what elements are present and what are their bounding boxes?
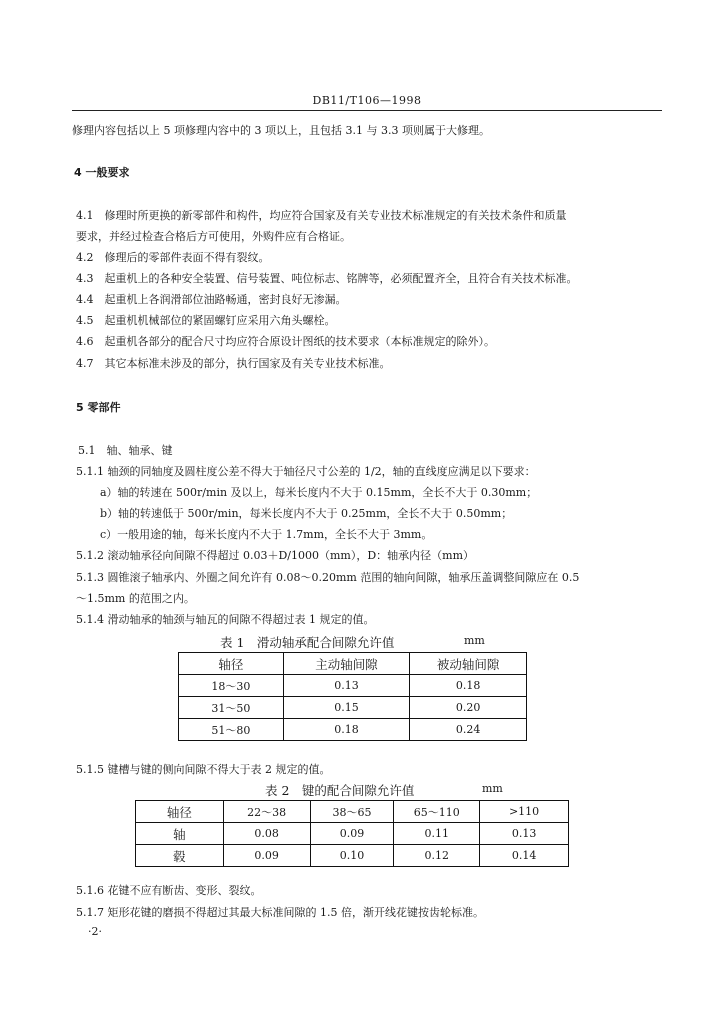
table-2-header-cell: 轴径	[136, 801, 224, 823]
clause-5-1-2: 5.1.2 滚动轴承径向间隙不得超过 0.03＋D/1000（mm），D：轴承内径（mm）	[76, 549, 475, 562]
table-cell: 0.15	[283, 697, 410, 719]
table-cell: 31～50	[179, 697, 284, 719]
clause-5-1-1-a: a）轴的转速在 500r/min 及以上，每米长度内不大于 0.15mm，全长不大于 0.30mm；	[100, 486, 538, 499]
clause-5-1-5: 5.1.5 键槽与键的侧向间隙不得大于表 2 规定的值。	[76, 763, 331, 776]
table-2	[135, 800, 569, 867]
table-cell: 0.13	[283, 675, 410, 697]
clause-4-2: 4.2 修理后的零部件表面不得有裂纹。	[76, 251, 270, 264]
document-code-header: DB11/T106—1998	[312, 94, 422, 107]
clause-5-1-1: 5.1.1 轴颈的同轴度及圆柱度公差不得大于轴径尺寸公差的 1/2，轴的直线度应满足以下要求：	[76, 465, 536, 478]
table-2-unit: mm	[482, 782, 503, 795]
clause-4-7: 4.7 其它本标准未涉及的部分，执行国家及有关专业技术标准。	[76, 357, 391, 370]
header-rule	[72, 110, 662, 111]
table-cell: 0.10	[310, 845, 394, 867]
table-2-header-cell: >110	[480, 801, 569, 823]
clause-5-1: 5.1 轴、轴承、键	[78, 444, 173, 457]
clause-4-4: 4.4 起重机上各润滑部位油路畅通，密封良好无渗漏。	[76, 293, 347, 306]
table-cell: 0.18	[283, 719, 410, 741]
table-cell: 0.09	[310, 823, 394, 845]
clause-4-5: 4.5 起重机机械部位的紧固螺钉应采用六角头螺栓。	[76, 314, 336, 327]
table-cell: 0.08	[223, 823, 310, 845]
table-row	[179, 675, 527, 697]
table-cell: 18～30	[179, 675, 284, 697]
table-cell: 毂	[136, 845, 224, 867]
table-cell: 轴	[136, 823, 224, 845]
clause-4-6: 4.6 起重机各部分的配合尺寸均应符合原设计图纸的技术要求（本标准规定的除外）。	[76, 335, 495, 348]
table-1-header-cell: 主动轴间隙	[283, 653, 410, 675]
section-5-title: 5 零部件	[76, 401, 121, 414]
table-1-header-cell: 轴径	[179, 653, 284, 675]
section-4-title: 4 一般要求	[74, 166, 130, 179]
clause-5-1-1-c: c）一般用途的轴，每米长度内不大于 1.7mm，全长不大于 3mm。	[100, 528, 433, 541]
table-row	[179, 719, 527, 741]
clause-5-1-1-b: b）轴的转速低于 500r/min，每米长度内不大于 0.25mm，全长不大于 0.50mm；	[100, 507, 513, 520]
table-2-header-row	[136, 801, 569, 823]
table-cell: 0.20	[410, 697, 527, 719]
table-cell: 0.13	[480, 823, 569, 845]
table-cell: 0.11	[394, 823, 480, 845]
clause-5-1-6: 5.1.6 花键不应有断齿、变形、裂纹。	[76, 884, 262, 897]
table-1	[178, 652, 527, 741]
intro-paragraph: 修理内容包括以上 5 项修理内容中的 3 项以上，且包括 3.1 与 3.3 项则属于大修理。	[72, 124, 490, 137]
table-row	[136, 845, 569, 867]
table-2-caption: 表 2 键的配合间隙允许值	[265, 783, 415, 798]
clause-5-1-3-line1: 5.1.3 圆锥滚子轴承内、外圈之间允许有 0.08～0.20mm 范围的轴向间隙，轴承压盖调整间隙应在 0.5	[76, 571, 580, 584]
table-1-unit: mm	[464, 634, 485, 647]
table-cell: 51～80	[179, 719, 284, 741]
table-cell: 0.09	[223, 845, 310, 867]
clause-5-1-7: 5.1.7 矩形花键的磨损不得超过其最大标准间隙的 1.5 倍，渐开线花键按齿轮标准。	[76, 906, 484, 919]
table-cell: 0.24	[410, 719, 527, 741]
clause-4-1-line2: 要求，并经过检查合格后方可使用，外购件应有合格证。	[76, 230, 351, 243]
table-1-header-cell: 被动轴间隙	[410, 653, 527, 675]
clause-5-1-3-line2: ～1.5mm 的范围之内。	[76, 592, 195, 605]
clause-4-1-line1: 4.1 修理时所更换的新零部件和构件，均应符合国家及有关专业技术标准规定的有关技术条件和质量	[76, 209, 567, 222]
table-cell: 0.12	[394, 845, 480, 867]
table-1-header-row	[179, 653, 527, 675]
table-cell: 0.18	[410, 675, 527, 697]
clause-4-3: 4.3 起重机上的各种安全装置、信号装置、吨位标志、铭牌等，必须配置齐全，且符合有关技术标准。	[76, 272, 578, 285]
page-number: ·2·	[88, 925, 102, 938]
table-row	[179, 697, 527, 719]
table-2-header-cell: 22～38	[223, 801, 310, 823]
clause-5-1-4: 5.1.4 滑动轴承的轴颈与轴瓦的间隙不得超过表 1 规定的值。	[76, 613, 375, 626]
table-2-header-cell: 38～65	[310, 801, 394, 823]
table-cell: 0.14	[480, 845, 569, 867]
table-1-caption: 表 1 滑动轴承配合间隙允许值	[220, 635, 395, 650]
table-2-header-cell: 65～110	[394, 801, 480, 823]
table-row	[136, 823, 569, 845]
